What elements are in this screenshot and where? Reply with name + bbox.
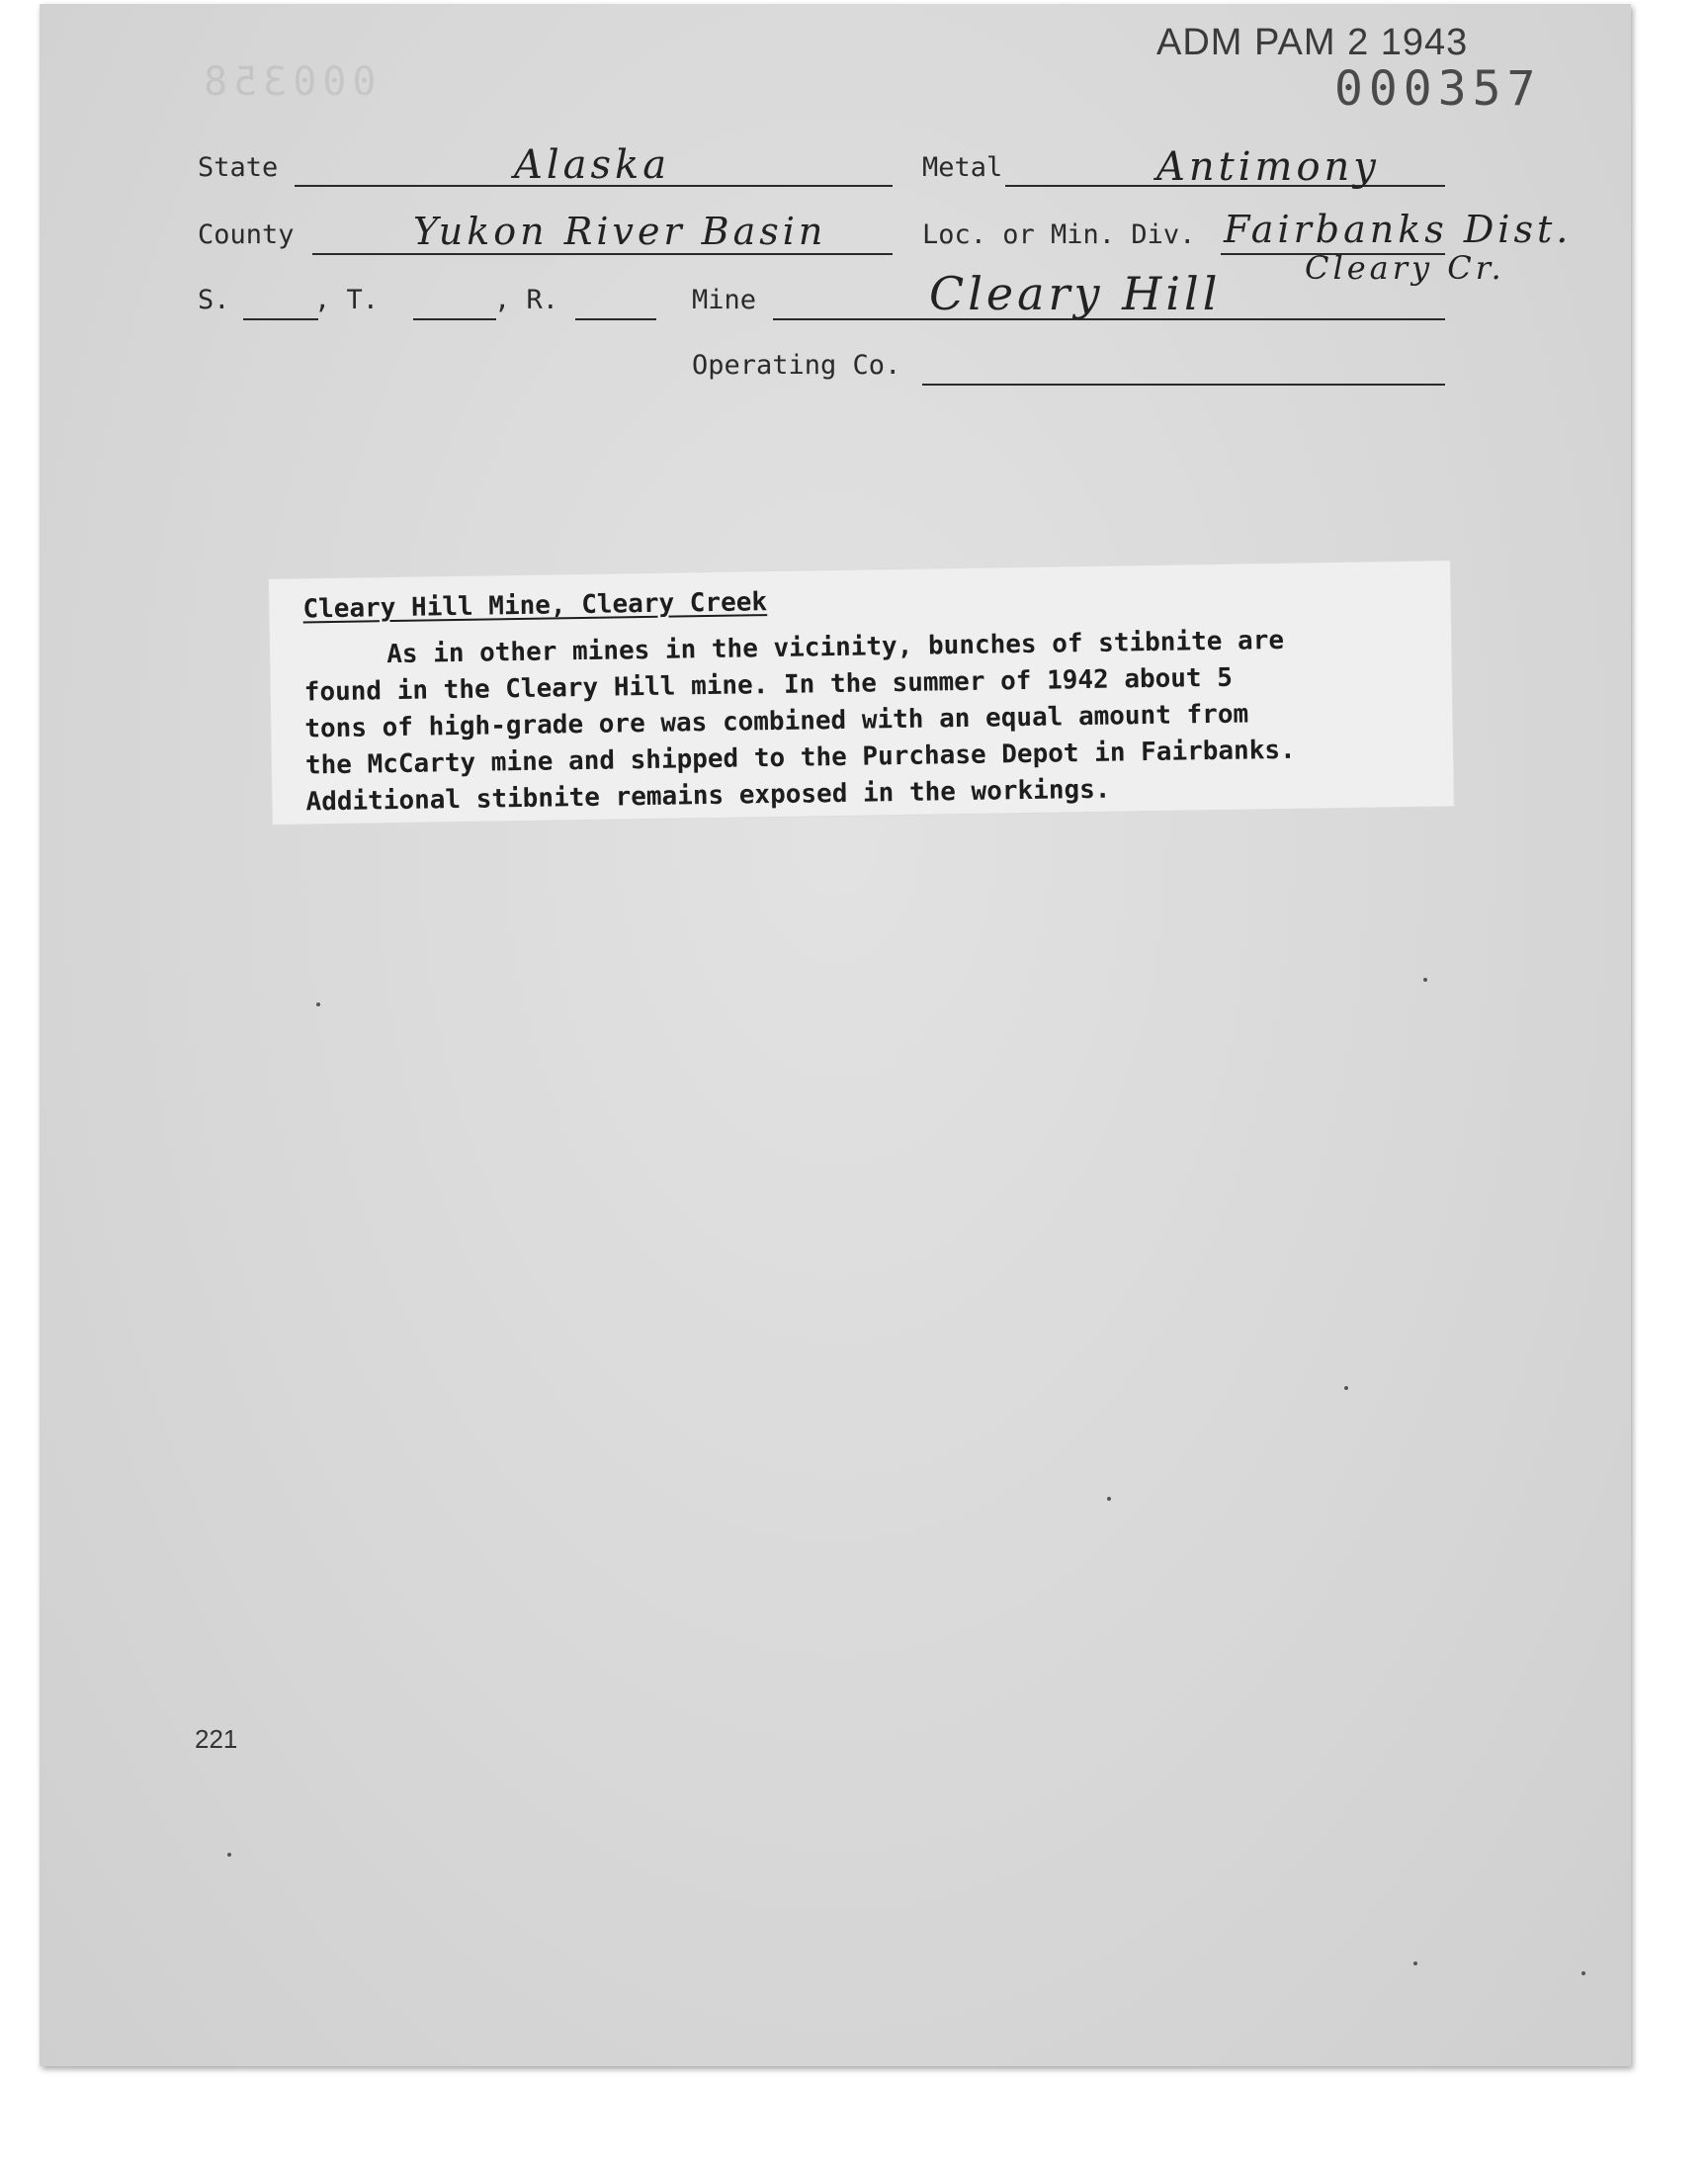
metal-label: Metal bbox=[922, 152, 1003, 183]
clipping-line: tons of high-grade ore was combined with an equal amount from bbox=[304, 699, 1249, 744]
clipping-body bbox=[303, 621, 1433, 822]
county-value: Yukon River Basin bbox=[413, 210, 827, 253]
metal-value: Antimony bbox=[1156, 144, 1380, 190]
township-line bbox=[413, 318, 496, 320]
state-label: State bbox=[198, 152, 279, 183]
state-value: Alaska bbox=[514, 142, 671, 188]
clipping-line: the McCarty mine and shipped to the Purchase Depot in Fairbanks. bbox=[304, 735, 1296, 781]
scan-speck bbox=[227, 1853, 231, 1857]
section-line bbox=[243, 318, 318, 320]
loc-label: Loc. or Min. Div. bbox=[922, 219, 1196, 250]
clipping-line: Additional stibnite remains exposed in the workings. bbox=[305, 774, 1111, 818]
scan-speck bbox=[316, 1002, 320, 1006]
clipping-line: As in other mines in the vicinity, bunches of stibnite are bbox=[385, 625, 1285, 670]
section-label: S. bbox=[198, 285, 230, 315]
document-number-stamp: 000357 bbox=[1334, 61, 1542, 117]
scan-speck bbox=[1423, 978, 1427, 982]
operating-co-line bbox=[922, 384, 1445, 386]
clipping-line: found in the Cleary Hill mine. In the summer of 1942 about 5 bbox=[303, 662, 1234, 708]
operating-co-label: Operating Co. bbox=[692, 350, 901, 381]
county-line bbox=[312, 253, 893, 255]
mine-label: Mine bbox=[692, 285, 757, 315]
scan-speck bbox=[1581, 1971, 1585, 1975]
pasted-clipping bbox=[269, 561, 1454, 825]
range-label: , R. bbox=[494, 285, 559, 315]
document-page bbox=[40, 4, 1631, 2066]
bleed-through-mark: 000358 bbox=[198, 59, 377, 105]
page-number: 221 bbox=[195, 1724, 238, 1754]
scan-speck bbox=[1107, 1497, 1111, 1501]
loc-value-subline: Cleary Cr. bbox=[1305, 249, 1505, 287]
township-label: , T. bbox=[314, 285, 380, 315]
county-label: County bbox=[198, 219, 295, 250]
scan-speck bbox=[1344, 1386, 1348, 1390]
adm-pam-stamp: ADM PAM 2 1943 bbox=[1156, 22, 1469, 63]
scan-speck bbox=[1413, 1961, 1417, 1965]
loc-value: Fairbanks Dist. bbox=[1224, 208, 1573, 251]
mine-value: Cleary Hill bbox=[929, 267, 1222, 320]
range-line bbox=[575, 318, 656, 320]
clipping-title: Cleary Hill Mine, Cleary Creek bbox=[302, 587, 768, 625]
